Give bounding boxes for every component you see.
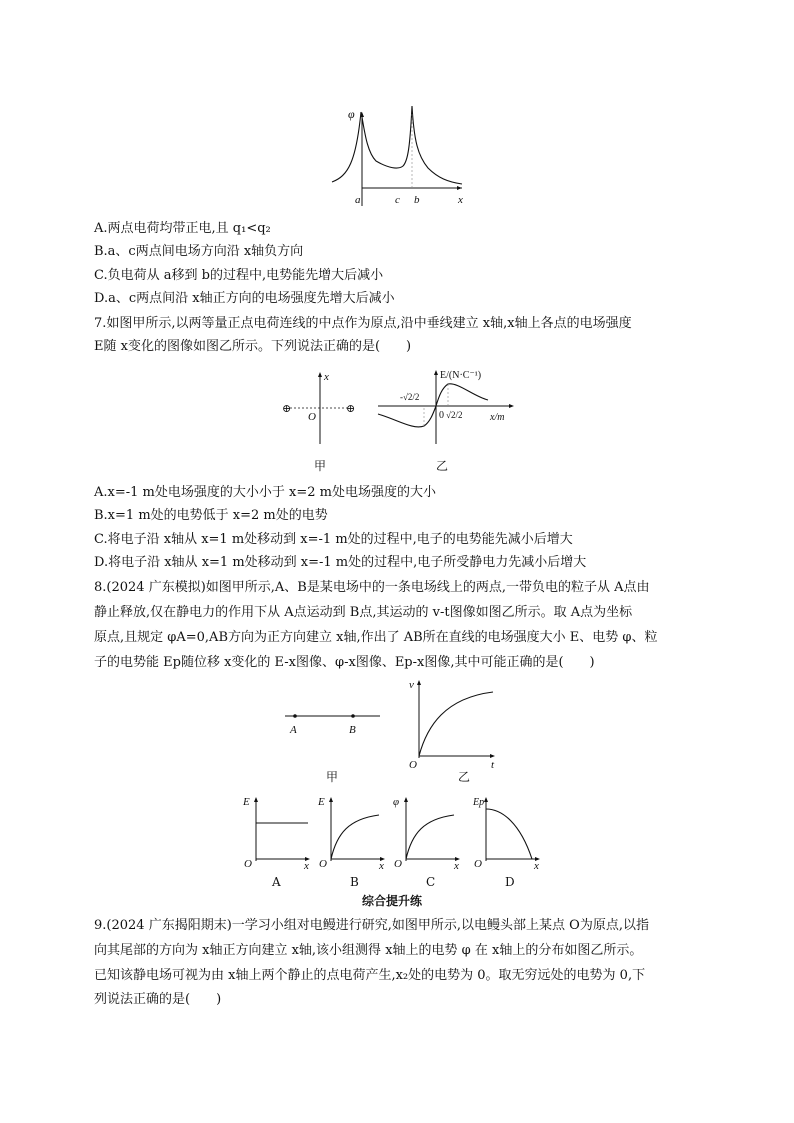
right-positive-charge-icon: ⊕: [346, 403, 356, 415]
q7-yi-neg-tick: -√2/2: [400, 392, 420, 402]
q6-option-d: D.a、c两点间沿 x轴正方向的电场强度先增大后减小: [94, 291, 395, 306]
q7-stem-line2: E随 x变化的图像如图乙所示。下列说法正确的是( ): [94, 339, 412, 354]
left-positive-charge-icon: ⊕: [282, 403, 292, 415]
q6-option-b: B.a、c两点间电场方向沿 x轴负方向: [94, 244, 304, 259]
q8-yi-x-label: t: [491, 759, 495, 771]
q6-option-c: C.负电荷从 a移到 b的过程中,电势能先增大后减小: [94, 268, 384, 283]
q7-yi-caption: 乙: [436, 459, 449, 473]
q8-graph-d-y-label: Ep: [473, 797, 485, 808]
q8-graph-a-y-label: E: [243, 796, 250, 808]
point-b-label: b: [414, 194, 420, 206]
q7-option-d: D.将电子沿 x轴从 x=1 m处移动到 x=-1 m处的过程中,电子所受静电力先减小后增大: [94, 555, 587, 570]
q8-stem-line4: 子的电势能 Ep随位移 x变化的 E-x图像、φ-x图像、Ep-x图像,其中可能正确的是( ): [94, 655, 595, 670]
q7-yi-y-label: E/(N·C⁻¹): [440, 370, 482, 381]
q7-yi-x-label: x/m: [490, 412, 505, 423]
q8-stem-line2: 静止释放,仅在静电力的作用下从 A点运动到 B点,其运动的 v-t图像如图乙所示。取 A点为坐标: [94, 605, 633, 620]
q9-stem-line1: 9.(2024 广东揭阳期末)一学习小组对电鳗进行研究,如图甲所示,以电鳗头部上某点 O为原点,以指: [94, 918, 649, 933]
q7-option-c: C.将电子沿 x轴从 x=1 m处移动到 x=-1 m处的过程中,电子的电势能先减小后增大: [94, 532, 573, 547]
q7-yi-pos-tick: √2/2: [446, 410, 463, 420]
q6-option-a: A.两点电荷均带正电,且 q₁<q₂: [94, 221, 271, 236]
q8-yi-origin: O: [409, 759, 417, 771]
q9-stem-line3: 已知该静电场可视为由 x轴上两个静止的点电荷产生,x₂处的电势为 0。取无穷远处的电势为 0,下: [94, 968, 646, 983]
q8-jia-caption: 甲: [326, 770, 339, 784]
q8-fig-jia: [285, 708, 385, 738]
section-title: 综合提升练: [362, 894, 423, 908]
q7-jia-caption: 甲: [314, 459, 327, 473]
q7-stem-line1: 7.如图甲所示,以两等量正点电荷连线的中点作为原点,沿中垂线建立 x轴,x轴上各点的电场强度: [94, 316, 632, 331]
q8-graph-d-x-label: x: [534, 860, 539, 872]
q7-fig-jia: [270, 368, 370, 448]
q8-yi-caption: 乙: [458, 770, 471, 784]
phi-x-graph: [328, 106, 468, 206]
q8-graph-a-origin: O: [244, 858, 252, 870]
q8-graph-d-origin: O: [474, 858, 482, 870]
q8-label-b: B: [349, 724, 356, 736]
q9-stem-line4: 列说法正确的是( ): [94, 992, 222, 1007]
q7-yi-origin: 0: [439, 410, 444, 421]
q8-graph-c-y-label: φ: [393, 796, 400, 808]
q8-graph-c-origin: O: [394, 858, 402, 870]
q8-graph-c-caption: C: [426, 875, 436, 889]
q7-fig-yi: [378, 366, 528, 446]
phi-x-label: x: [458, 194, 463, 206]
q8-graph-b-y-label: E: [318, 796, 325, 808]
q8-graph-a: [242, 793, 312, 872]
q7-option-b: B.x=1 m处的电势低于 x=2 m处的电势: [94, 508, 328, 523]
q7-option-a: A.x=-1 m处电场强度的大小小于 x=2 m处电场强度的大小: [94, 485, 436, 500]
point-c-label: c: [395, 194, 400, 206]
q8-graph-b-x-label: x: [379, 860, 384, 872]
q8-stem-line1: 8.(2024 广东模拟)如图甲所示,A、B是某电场中的一条电场线上的两点,一带负电的粒子从 A点由: [94, 580, 650, 595]
q8-graph-b: [317, 793, 387, 872]
q8-graph-c: [392, 793, 462, 872]
q9-stem-line2: 向其尾部的方向为 x轴正方向建立 x轴,该小组测得 x轴上的电势 φ 在 x轴上的分布如图乙所示。: [94, 943, 643, 958]
q8-label-a: A: [290, 724, 297, 736]
q8-graph-b-origin: O: [319, 858, 327, 870]
q8-graph-a-x-label: x: [304, 860, 309, 872]
q8-yi-y-label: v: [409, 679, 414, 691]
q8-graph-a-caption: A: [272, 875, 281, 889]
q8-graph-c-x-label: x: [454, 860, 459, 872]
phi-y-label: φ: [348, 107, 355, 121]
q8-graph-b-caption: B: [350, 875, 359, 889]
q8-stem-line3: 原点,且规定 φA=0,AB方向为正方向建立 x轴,作出了 AB所在直线的电场强度大小 E、电势 φ、粒: [94, 630, 658, 645]
q8-graph-d: [472, 793, 542, 872]
q7-jia-axis-label: x: [324, 371, 329, 383]
q8-fig-yi: [405, 676, 505, 771]
q8-graph-d-caption: D: [505, 875, 515, 889]
point-a-label: a: [355, 194, 361, 206]
q7-jia-origin: O: [308, 411, 316, 423]
